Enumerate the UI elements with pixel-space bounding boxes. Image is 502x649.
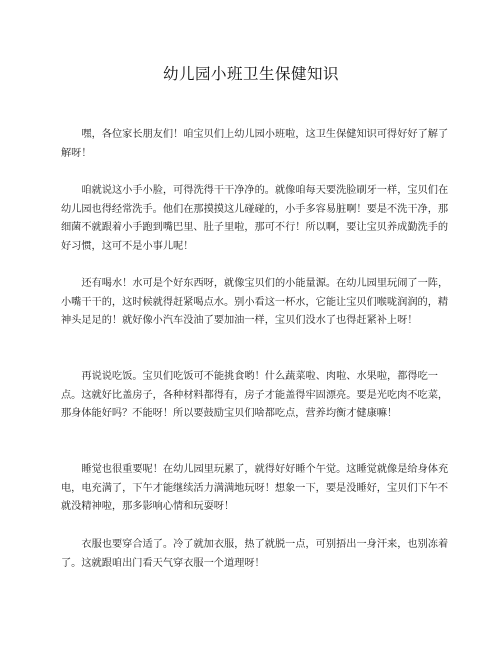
paragraph-drinking-water: 还有喝水！水可是个好东西呀，就像宝贝们的小能量源。在幼儿园里玩闹了一阵，小嘴干干的，这时候就得赶紧喝点水。别小看这一杯水，它能让宝贝们喉咙润润的，精神头足足的！就好像小汽车没油了要加油一样，宝贝们没水了也得赶紧补上呀！ (61, 278, 449, 327)
paragraph-intro: 嘿，各位家长朋友们！咱宝贝们上幼儿园小班啦，这卫生保健知识可得好好了解了解呀！ (61, 129, 449, 159)
paragraph-sleeping: 睡觉也很重要呢！在幼儿园里玩累了，就得好好睡个午觉。这睡觉就像是给身体充电，电充满了，下午才能继续活力满满地玩呀！想象一下，要是没睡好，宝贝们下午不就没精神啦，那多影响心情和玩耍呀！ (61, 464, 449, 513)
document-title: 幼儿园小班卫生保健知识 (162, 65, 339, 83)
paragraph-eating: 再说说吃饭。宝贝们吃饭可不能挑食哟！什么蔬菜啦、肉啦、水果啦，都得吃一点。这就好比盖房子，各种材料都得有，房子才能盖得牢固漂亮。要是光吃肉不吃菜，那身体能好吗？不能呀！所以要鼓励宝贝们啥都吃点，营养均衡才健康嘛！ (61, 371, 449, 420)
paragraph-handwashing: 咱就说这小手小脸，可得洗得干干净净的。就像咱每天要洗脸刷牙一样，宝贝们在幼儿园也得经常洗手。他们在那摸摸这儿碰碰的，小手多容易脏啊！要是不洗干净，那细菌不就跟着小手跑到嘴巴里、肚子里啦，那可不行！所以啊，要让宝贝养成勤洗手的好习惯，这可不是小事儿呢！ (61, 185, 449, 252)
paragraph-clothing: 衣服也要穿合适了。冷了就加衣服，热了就脱一点，可别捂出一身汗来，也别冻着了。这就跟咱出门看天气穿衣服一个道理呀！ (61, 539, 449, 569)
